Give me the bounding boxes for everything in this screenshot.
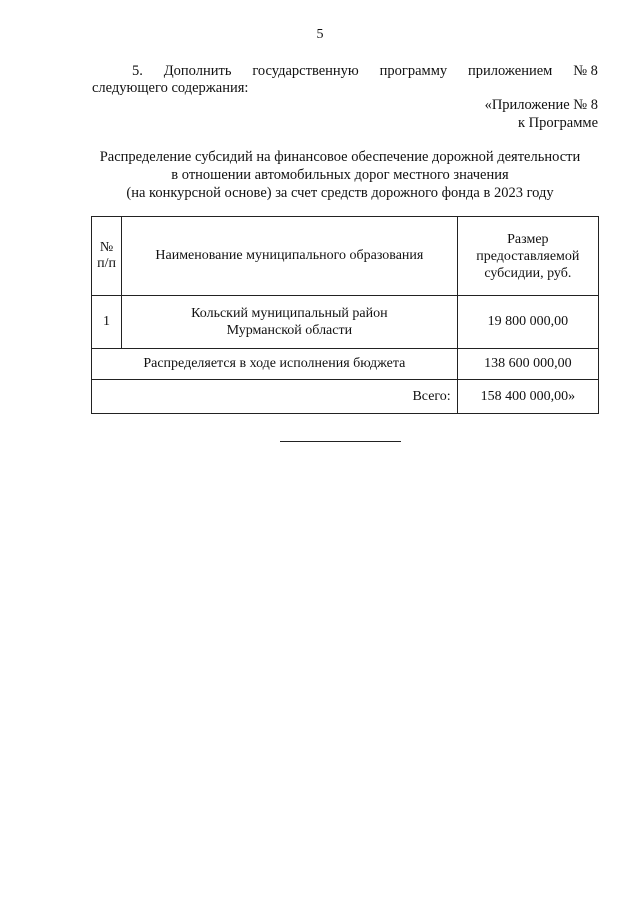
header-amount-cell bbox=[457, 217, 598, 296]
distributed-row bbox=[92, 349, 599, 380]
paragraph-word: программу bbox=[379, 63, 448, 79]
distributed-label-cell: Распределяется в ходе исполнения бюджета bbox=[92, 349, 458, 380]
page-number: 5 bbox=[316, 27, 324, 42]
table-heading bbox=[70, 148, 610, 202]
appendix-reference bbox=[485, 96, 598, 132]
closing-divider-line bbox=[280, 441, 401, 442]
header-amount-line-2: предоставляемой bbox=[476, 248, 580, 264]
heading-line-1: Распределение субсидий на финансовое обеспечение дорожной деятельности bbox=[99, 149, 581, 165]
paragraph-line-1 bbox=[132, 63, 598, 80]
paragraph-word: 5. bbox=[132, 63, 143, 79]
heading-line-2: в отношении автомобильных дорог местного значения bbox=[171, 167, 509, 183]
total-amount-cell: 158 400 000,00» bbox=[457, 380, 598, 414]
table-header-row bbox=[92, 217, 599, 296]
paragraph-word: государственную bbox=[252, 63, 359, 79]
row-name-line-1: Кольский муниципальный район bbox=[191, 306, 388, 321]
header-name-cell: Наименование муниципального образования bbox=[122, 217, 458, 296]
paragraph-line-2: следующего содержания: bbox=[92, 80, 249, 96]
header-number-line-1: № bbox=[99, 240, 114, 255]
table-row bbox=[92, 296, 599, 349]
heading-line-3: (на конкурсной основе) за счет средств дорожного фонда в 2023 году bbox=[126, 185, 554, 201]
appendix-line-1: «Приложение № 8 bbox=[484, 97, 598, 113]
paragraph-word: приложением bbox=[468, 63, 553, 79]
header-number-line-2: п/п bbox=[97, 256, 116, 271]
header-amount-line-1: Размер bbox=[507, 231, 549, 247]
header-number-cell bbox=[92, 217, 122, 296]
row-number-cell: 1 bbox=[92, 296, 122, 349]
row-name-line-2: Мурманской области bbox=[226, 323, 353, 338]
subsidy-distribution-table bbox=[91, 216, 599, 414]
appendix-line-2: к Программе bbox=[517, 115, 598, 131]
row-amount-cell: 19 800 000,00 bbox=[457, 296, 598, 349]
paragraph-word: № 8 bbox=[573, 63, 598, 79]
paragraph-word: Дополнить bbox=[163, 63, 232, 79]
row-name-cell bbox=[122, 296, 458, 349]
header-amount-line-3: субсидии, руб. bbox=[484, 265, 572, 281]
distributed-amount-cell: 138 600 000,00 bbox=[457, 349, 598, 380]
total-label-cell: Всего: bbox=[92, 380, 458, 414]
total-row bbox=[92, 380, 599, 414]
